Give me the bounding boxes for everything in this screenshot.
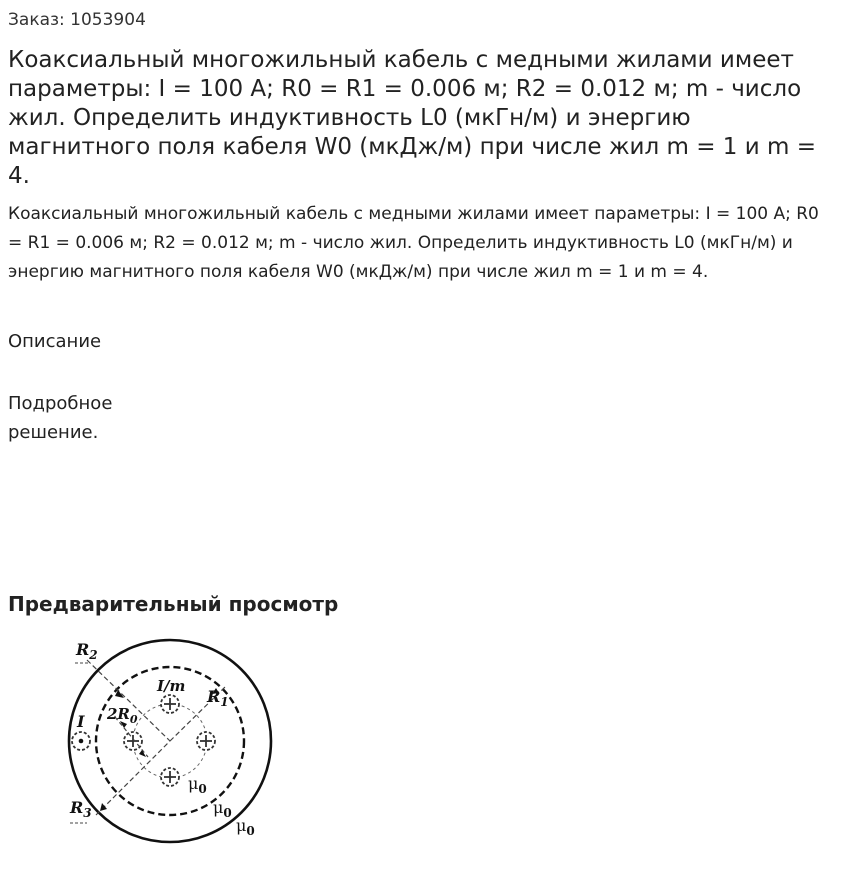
label-i: I — [77, 712, 85, 731]
label-r3: $R_3$ — [70, 798, 92, 820]
return-current-marker — [72, 732, 90, 750]
order-number: Заказ: 1053904 — [8, 10, 146, 30]
task-description: Коаксиальный многожильный кабель с медными жилами имеет параметры: I = 100 А; R0 = R1 = 0.006 м; R2 = 0.012 м; m - число жил. Определить индуктивность L0 (мкГн/м) и энергию магнитного поля кабеля W0 (мкДж/м) при числе жил m = 1 и m = 4. — [8, 204, 819, 282]
r2-line — [87, 660, 170, 741]
task-title: Коаксиальный многожильный кабель с медными жилами имеет параметры: I = 100 А; R0 = R1 = 0.006 м; R2 = 0.012 м; m - число жил. Определить индуктивность L0 (мкГн/м) и энергию магнитного поля кабеля W0 (мкДж/м) при числе жил m = 1 и m = 4. — [8, 47, 816, 189]
label-r1: $R_1$ — [207, 687, 229, 709]
conductor-bottom — [161, 768, 179, 786]
label-2r0: $2R_0$ — [107, 705, 138, 726]
label-mu-outer: $\mu_0$ — [236, 816, 255, 838]
conductor-top — [161, 695, 179, 713]
cable-diagram — [60, 630, 290, 850]
description-label: Описание — [8, 331, 102, 352]
r0-arrow-b — [139, 750, 146, 757]
conductor-right — [197, 732, 215, 750]
label-mu-middle: $\mu_0$ — [213, 798, 232, 820]
label-im: I/m — [157, 677, 186, 695]
r3-arrow — [100, 803, 107, 811]
detail-solution-label: Подробное решение. — [8, 393, 113, 443]
label-r2: $R_2$ — [76, 640, 98, 662]
label-mu-inner: $\mu_0$ — [188, 774, 207, 796]
preview-heading: Предварительный просмотр — [8, 592, 339, 616]
